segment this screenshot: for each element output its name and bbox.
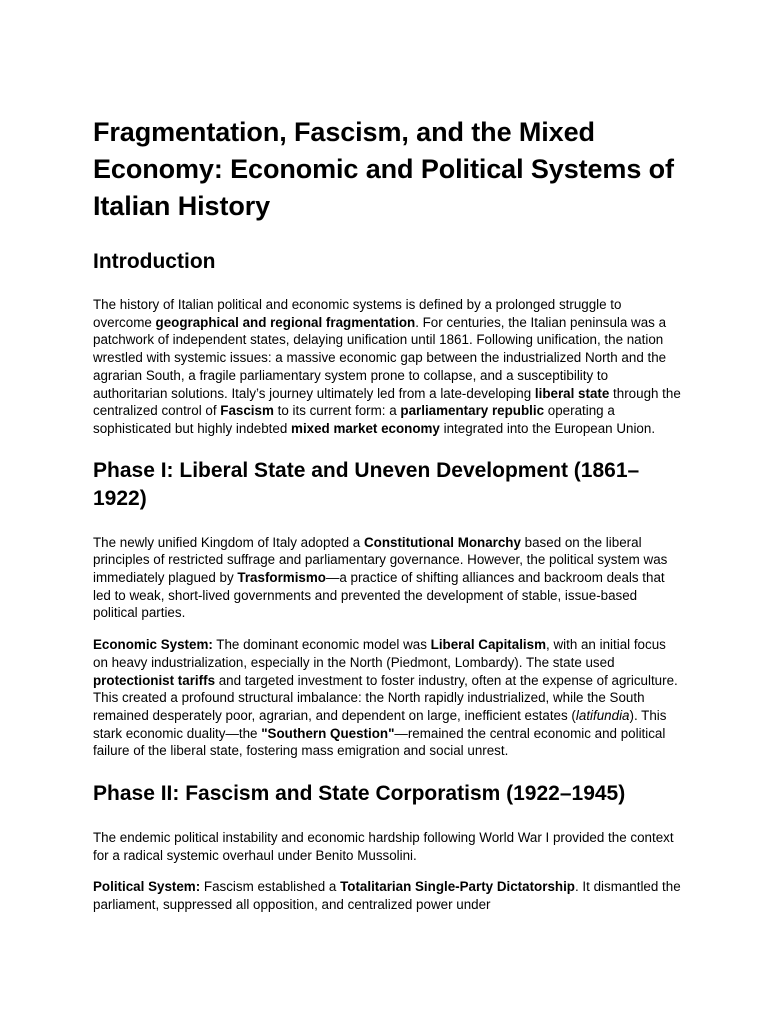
paragraph-phase-1-political: The newly unified Kingdom of Italy adopted a Constitutional Monarchy based on the liberal principles of restricted suffrage and parliamentary governance. However, the political system was immediately plagued by Trasformismo—a practice of shifting alliances and backroom deals that led to weak, short-lived governments and prevented the development of stable, issue-based political parties. bbox=[93, 534, 668, 621]
heading-phase-1: Phase I: Liberal State and Uneven Development (1861–1922) bbox=[93, 458, 640, 510]
paragraph-phase-1-economic: Economic System: The dominant economic model was Liberal Capitalism, with an initial focus on heavy industrialization, especially in the North (Piedmont, Lombardy). The state used protectionist tariffs and targeted investment to foster industry, often at the expense of agriculture. This created a profound structural imbalance: the North rapidly industrialized, while the South remained desperately poor, agrarian, and dependent on large, inefficient estates (latifundia). This stark economic duality—the "Southern Question"—remained the central economic and political failure of the liberal state, fostering mass emigration and social unrest. bbox=[93, 637, 678, 759]
document-body bbox=[93, 114, 683, 914]
paragraph-phase-2-intro: The endemic political instability and economic hardship following World War I provided the context for a radical systemic overhaul under Benito Mussolini. bbox=[93, 830, 674, 863]
paragraph-phase-2-political: Political System: Fascism established a Totalitarian Single-Party Dictatorship. It dismantled the parliament, suppressed all opposition, and centralized power under bbox=[93, 879, 681, 913]
heading-phase-2: Phase II: Fascism and State Corporatism (1922–1945) bbox=[93, 782, 626, 806]
document-title: Fragmentation, Fascism, and the Mixed Economy: Economic and Political Systems of Italian History bbox=[93, 117, 674, 221]
paragraph-introduction: The history of Italian political and economic systems is defined by a prolonged struggle to overcome geographical and regional fragmentation. For centuries, the Italian peninsula was a patchwork of independent states, delaying unification until 1861. Following unification, the nation wrestled with systemic issues: a massive economic gap between the industrialized North and the agrarian South, a fragile parliamentary system prone to collapse, and a susceptibility to authoritarian solutions. Italy’s journey ultimately led from a late-developing liberal state through the centralized control of Fascism to its current form: a parliamentary republic operating a sophisticated but highly indebted mixed market economy integrated into the European Union. bbox=[93, 297, 681, 436]
heading-introduction: Introduction bbox=[93, 250, 216, 273]
